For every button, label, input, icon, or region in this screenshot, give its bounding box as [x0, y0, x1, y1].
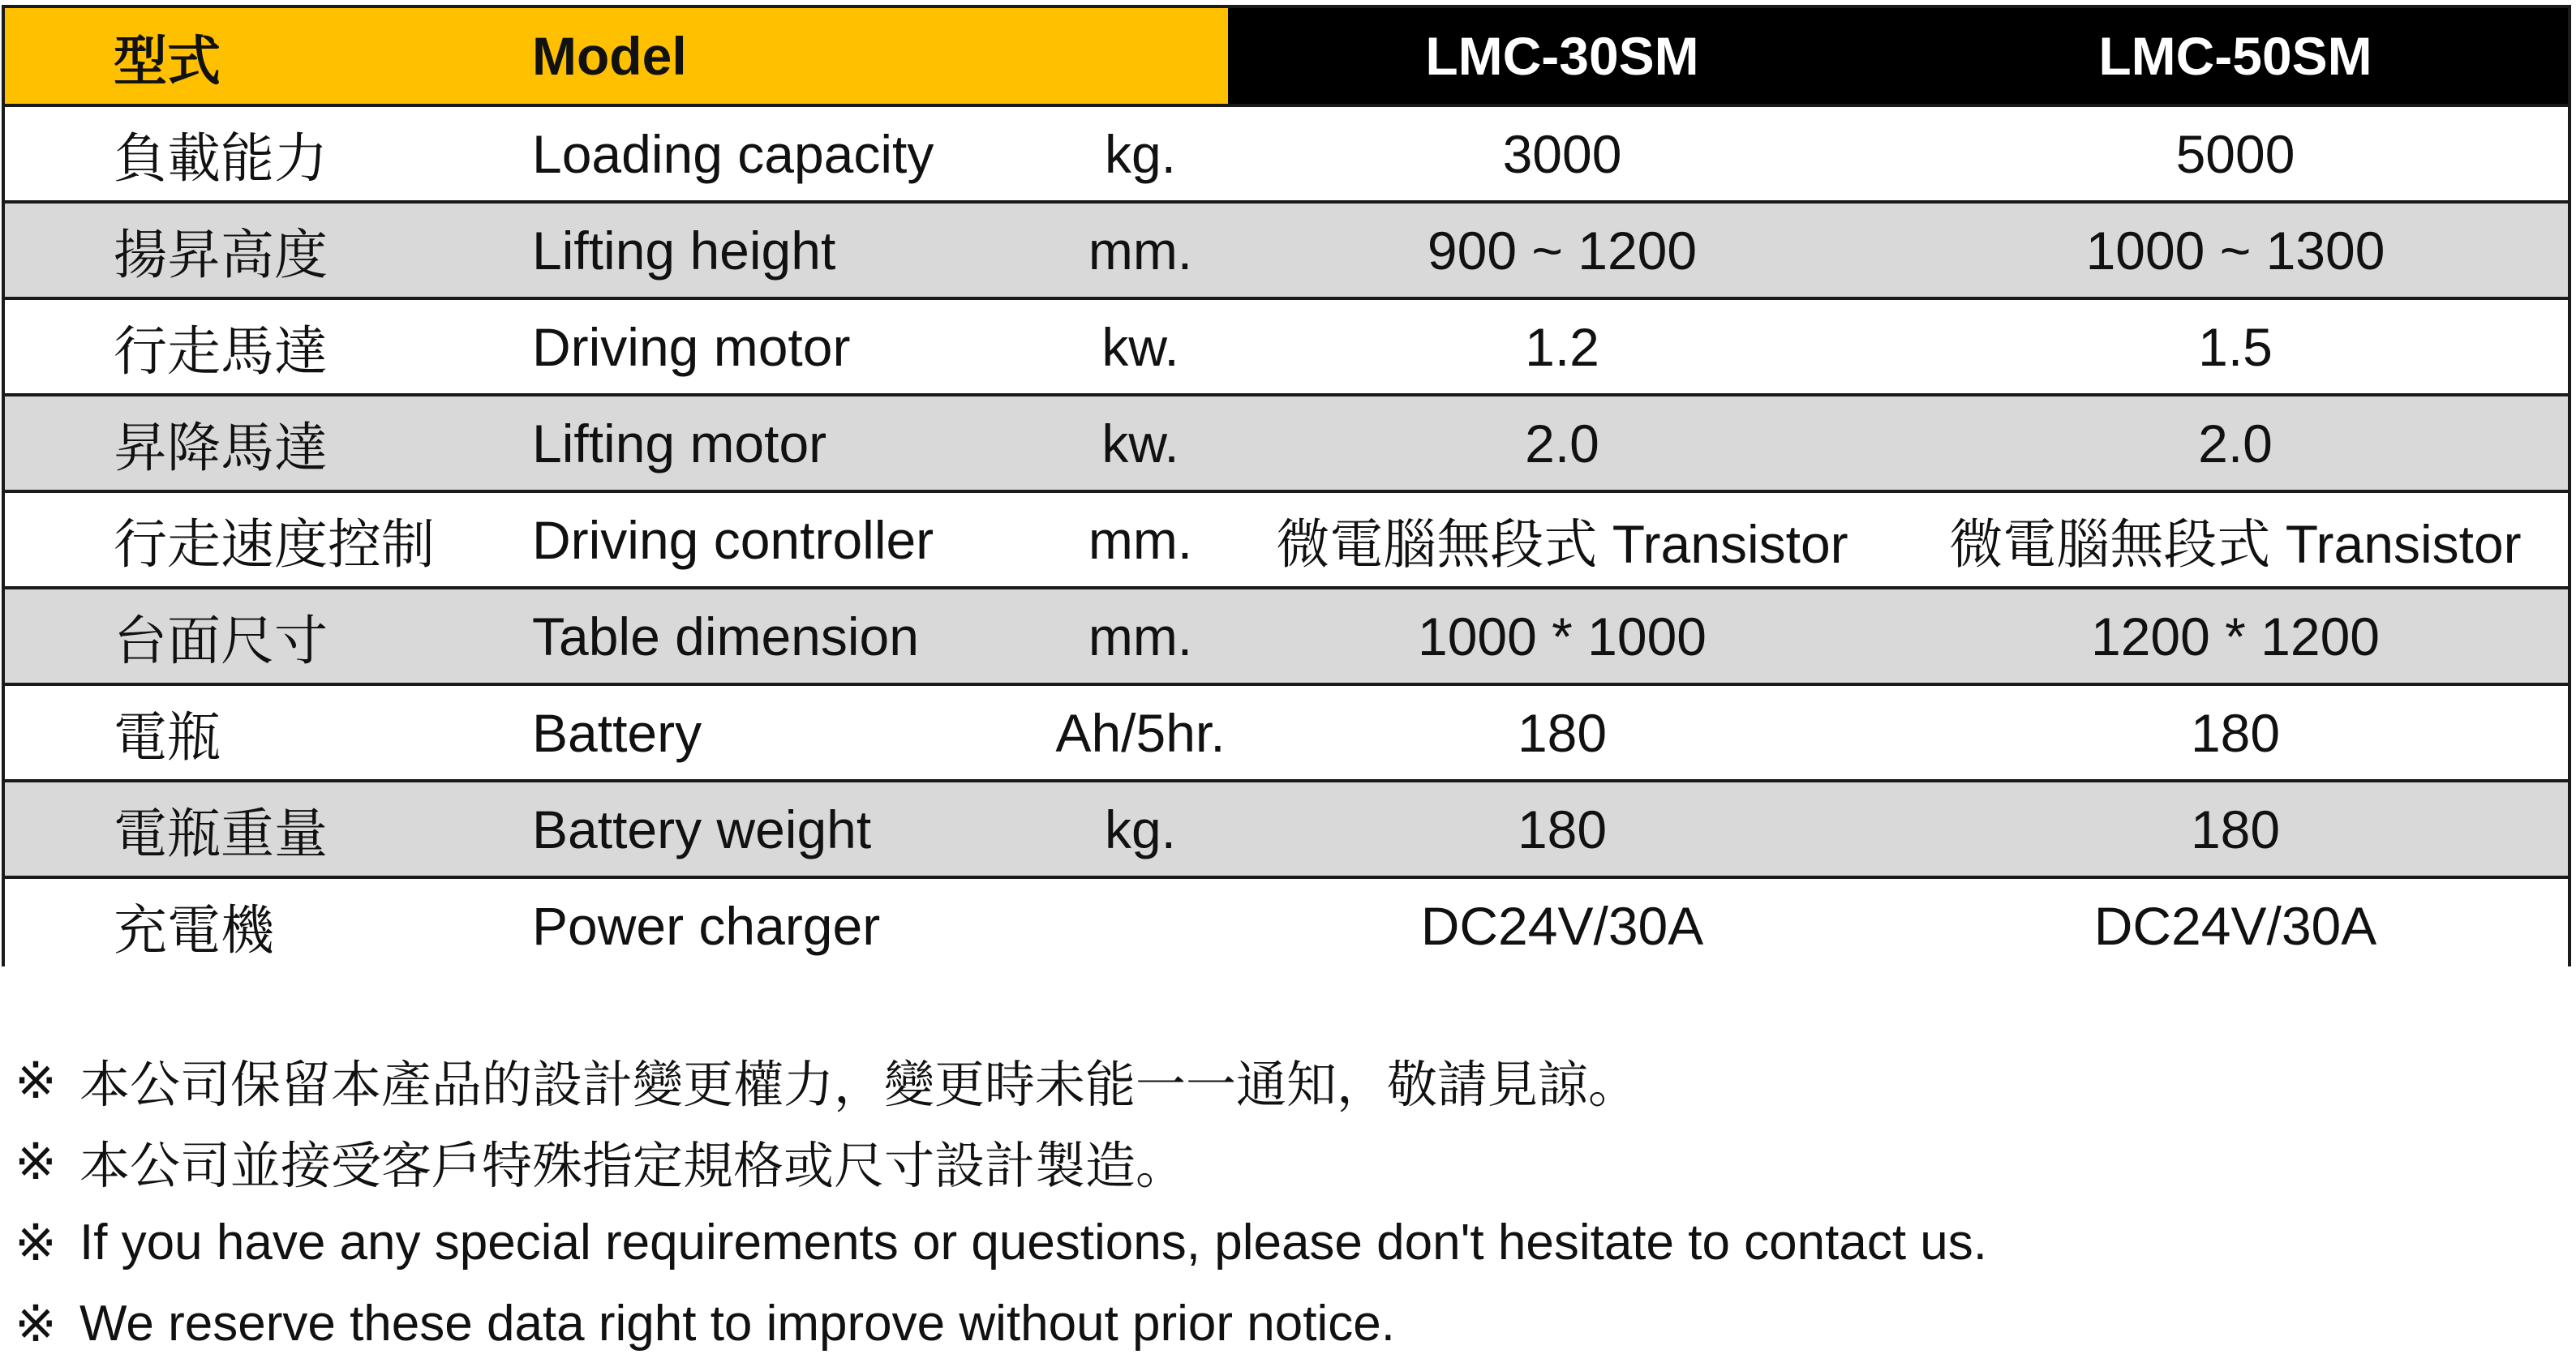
- row-unit: mm.: [1088, 509, 1193, 570]
- row-label-en: Power charger: [532, 895, 881, 956]
- header-model-1: LMC-30SM: [1425, 26, 1699, 86]
- row-label-en: Driving motor: [532, 316, 851, 377]
- row-unit: Ah/5hr.: [1055, 702, 1226, 763]
- row-label-zh: 行走速度控制: [114, 514, 435, 574]
- table-row: [5, 490, 2568, 586]
- row-value-model-1: DC24V/30A: [1420, 895, 1704, 956]
- row-label-en: Loading capacity: [532, 123, 934, 184]
- row-unit: kw.: [1101, 413, 1179, 474]
- table-row: [5, 779, 2568, 876]
- row-label-zh: 充電機: [114, 900, 274, 960]
- row-label-zh: 行走馬達: [114, 321, 328, 381]
- note-text: 本公司保留本產品的設計變更權力，變更時未能一一通知，敬請見諒。: [79, 1056, 1639, 1113]
- row-value-model-1: 180: [1517, 799, 1608, 859]
- row-value-model-2: 1200 * 1200: [2090, 606, 2380, 666]
- note-text: If you have any special requirements or questions, please don't hesitate to contact us.: [79, 1214, 1988, 1271]
- row-label-en: Driving controller: [532, 509, 934, 570]
- row-value-model-2: 1000 ~ 1300: [2085, 220, 2385, 281]
- table-row: [5, 297, 2568, 393]
- table-row: [5, 104, 2568, 200]
- note-line: [15, 1202, 2561, 1283]
- row-value-model-2: 微電腦無段式 Transistor: [1949, 514, 2522, 574]
- row-unit: mm.: [1088, 220, 1193, 281]
- row-value-model-1: 3000: [1502, 123, 1622, 184]
- row-value-model-2: 180: [2190, 799, 2281, 859]
- note-mark: ※: [15, 1296, 57, 1352]
- row-value-model-2: 2.0: [2198, 413, 2273, 474]
- row-label-en: Battery weight: [532, 799, 872, 859]
- header-model-zh: 型式: [114, 30, 221, 91]
- note-text: 本公司並接受客戶特殊指定規格或尺寸設計製造。: [79, 1138, 1187, 1194]
- row-unit: kg.: [1104, 123, 1177, 184]
- note-text: We reserve these data right to improve without prior notice.: [79, 1295, 1395, 1352]
- row-label-en: Lifting height: [532, 220, 836, 281]
- row-unit: kg.: [1104, 799, 1177, 859]
- note-line: [15, 1283, 2561, 1364]
- note-line: [15, 1121, 2561, 1202]
- row-label-zh: 電瓶重量: [114, 803, 328, 863]
- row-value-model-2: DC24V/30A: [2093, 895, 2377, 956]
- row-label-zh: 負載能力: [114, 128, 328, 188]
- row-value-model-2: 5000: [2175, 123, 2295, 184]
- row-label-en: Lifting motor: [532, 413, 827, 474]
- row-label-en: Table dimension: [532, 606, 919, 666]
- row-value-model-1: 1.2: [1525, 316, 1599, 377]
- table-row: [5, 876, 2568, 972]
- row-value-model-1: 1000 * 1000: [1417, 606, 1707, 666]
- note-line: [15, 1039, 2561, 1121]
- row-label-zh: 揚昇高度: [114, 225, 328, 285]
- row-value-model-1: 900 ~ 1200: [1427, 220, 1698, 281]
- table-row: [5, 586, 2568, 683]
- note-mark: ※: [15, 1133, 57, 1190]
- note-mark: ※: [15, 1215, 57, 1271]
- header-model-en: Model: [532, 26, 687, 86]
- notes-section: [15, 1039, 2561, 1364]
- table-header-row: [5, 8, 2568, 104]
- row-label-zh: 電瓶: [114, 707, 221, 767]
- row-value-model-2: 180: [2190, 702, 2281, 763]
- row-unit: kw.: [1101, 316, 1179, 377]
- row-value-model-2: 1.5: [2198, 316, 2273, 377]
- row-value-model-1: 2.0: [1525, 413, 1599, 474]
- row-unit: mm.: [1088, 606, 1193, 666]
- row-label-zh: 昇降馬達: [114, 418, 328, 478]
- row-value-model-1: 微電腦無段式 Transistor: [1276, 514, 1848, 574]
- table-row: [5, 200, 2568, 297]
- table-row: [5, 683, 2568, 779]
- note-mark: ※: [15, 1052, 57, 1109]
- row-label-zh: 台面尺寸: [114, 611, 328, 671]
- row-value-model-1: 180: [1517, 702, 1608, 763]
- table-row: [5, 393, 2568, 490]
- spec-table: [2, 5, 2571, 966]
- row-label-en: Battery: [532, 702, 702, 763]
- header-model-2: LMC-50SM: [2098, 26, 2372, 86]
